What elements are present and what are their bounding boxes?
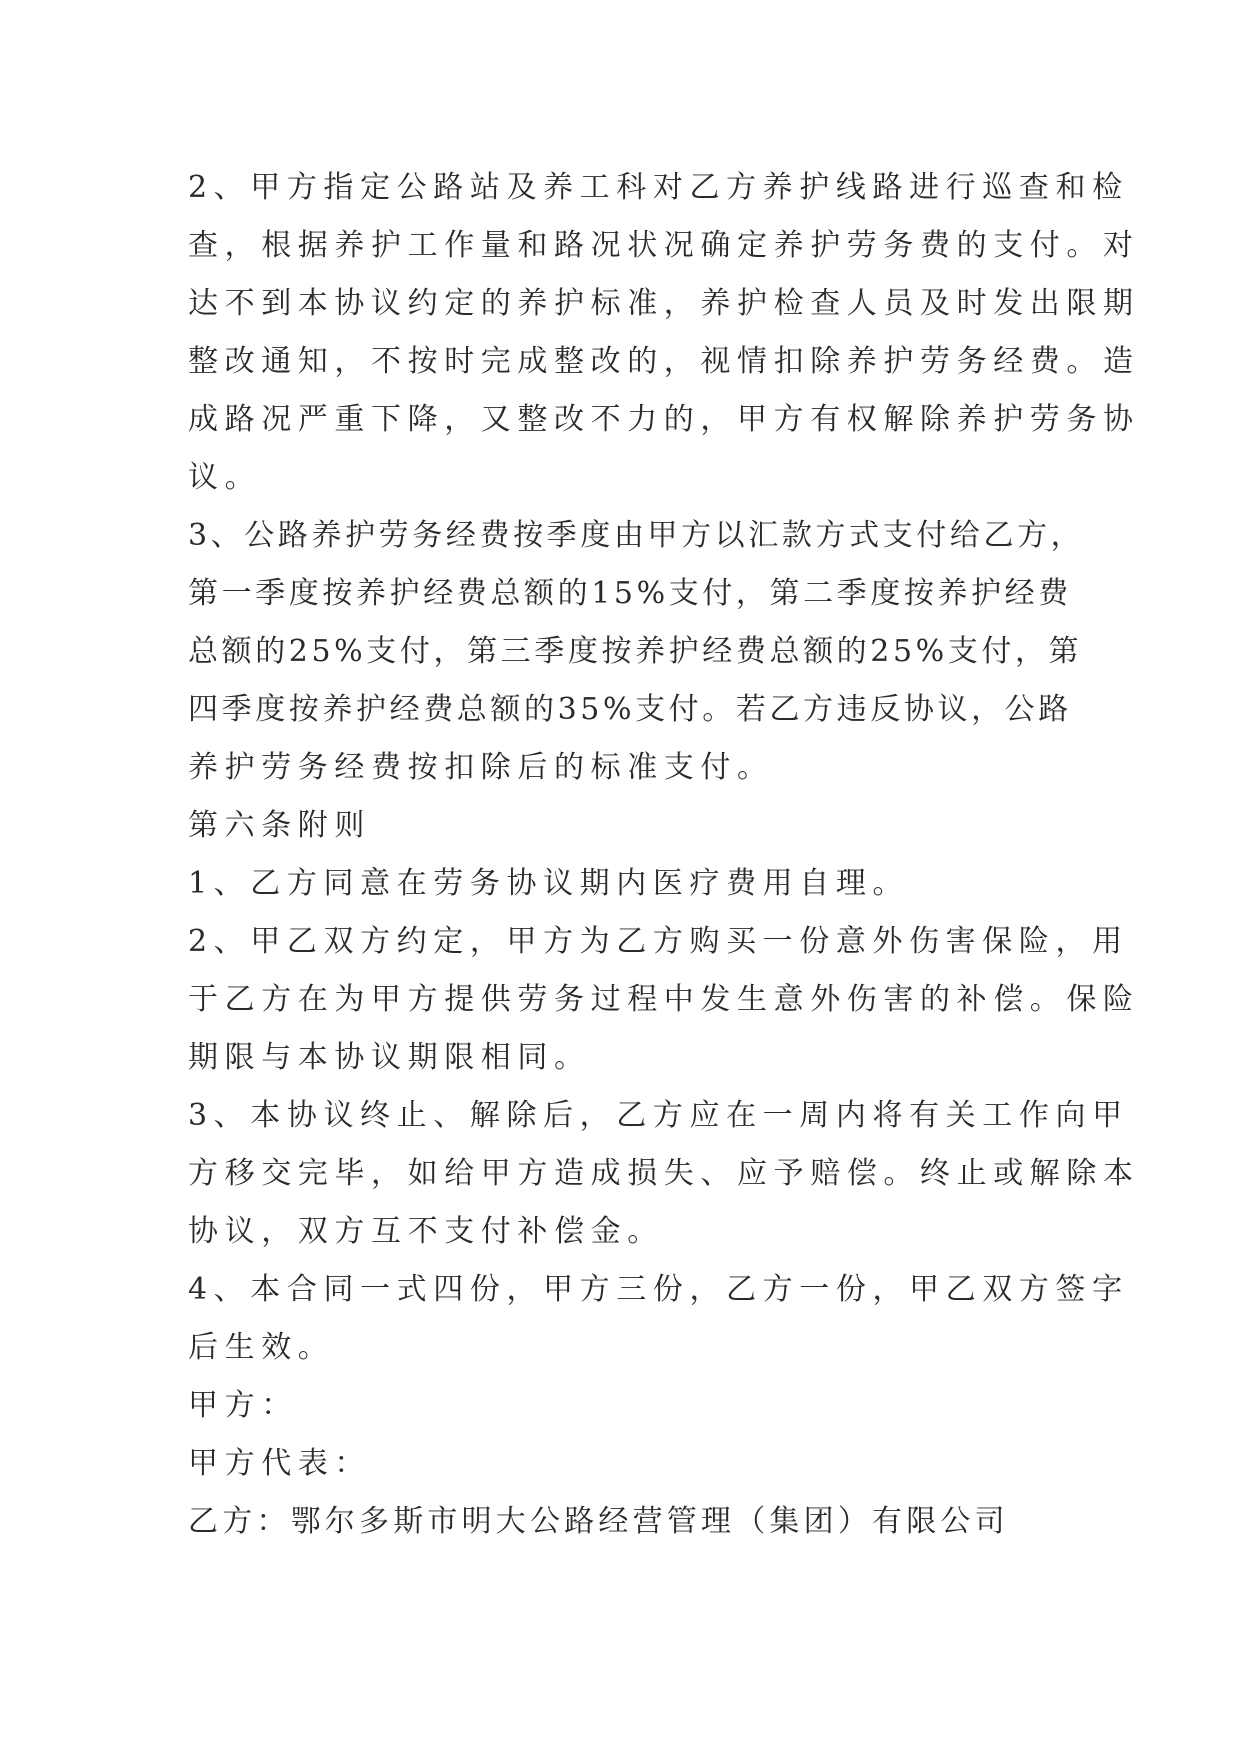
document-body bbox=[188, 159, 1140, 1551]
clause-3-line-5: 养护劳务经费按扣除后的标准支付。 bbox=[188, 750, 774, 785]
clause-3-line-4: 四季度按养护经费总额的35%支付。若乙方违反协议，公路 bbox=[188, 692, 1072, 727]
article-6-item-2-line-1: 2、甲乙双方约定，甲方为乙方购买一份意外伤害保险，用 bbox=[188, 924, 1129, 959]
clause-3-line-1: 3、公路养护劳务经费按季度由甲方以汇款方式支付给乙方， bbox=[188, 518, 1085, 553]
clause-2-line-1: 2、甲方指定公路站及养工科对乙方养护线路进行巡查和检 bbox=[188, 170, 1129, 205]
article-6-item-3-line-3: 协议，双方互不支付补偿金。 bbox=[188, 1214, 664, 1249]
article-6-item-3-line-2: 方移交完毕，如给甲方造成损失、应予赔偿。终止或解除本 bbox=[188, 1156, 1140, 1191]
clause-2-line-5: 成路况严重下降，又整改不力的，甲方有权解除养护劳务协 bbox=[188, 402, 1140, 437]
article-6-item-1: 1、乙方同意在劳务协议期内医疗费用自理。 bbox=[188, 866, 910, 901]
clause-3-line-3: 总额的25%支付，第三季度按养护经费总额的25%支付，第 bbox=[188, 634, 1083, 669]
article-6-item-3-line-1: 3、本协议终止、解除后，乙方应在一周内将有关工作向甲 bbox=[188, 1098, 1129, 1133]
party-a-representative-label: 甲方代表： bbox=[188, 1446, 371, 1481]
article-6-item-4-line-1: 4、本合同一式四份，甲方三份，乙方一份，甲乙双方签字 bbox=[188, 1272, 1129, 1307]
party-b-company: 乙方：鄂尔多斯市明大公路经营管理（集团）有限公司 bbox=[188, 1504, 1009, 1539]
article-6-item-2-line-2: 于乙方在为甲方提供劳务过程中发生意外伤害的补偿。保险 bbox=[188, 982, 1140, 1017]
clause-2-line-4: 整改通知，不按时完成整改的，视情扣除养护劳务经费。造 bbox=[188, 344, 1140, 379]
article-6-item-2-line-3: 期限与本协议期限相同。 bbox=[188, 1040, 591, 1075]
party-a-label: 甲方： bbox=[188, 1388, 298, 1423]
clause-2-line-3: 达不到本协议约定的养护标准，养护检查人员及时发出限期 bbox=[188, 286, 1140, 321]
clause-2-line-2: 查，根据养护工作量和路况状况确定养护劳务费的支付。对 bbox=[188, 228, 1140, 263]
article-6-item-4-line-2: 后生效。 bbox=[188, 1330, 335, 1365]
clause-3-line-2: 第一季度按养护经费总额的15%支付，第二季度按养护经费 bbox=[188, 576, 1072, 611]
clause-2-line-6: 议。 bbox=[188, 460, 262, 495]
section-heading-article-6: 第六条附则 bbox=[188, 808, 371, 843]
